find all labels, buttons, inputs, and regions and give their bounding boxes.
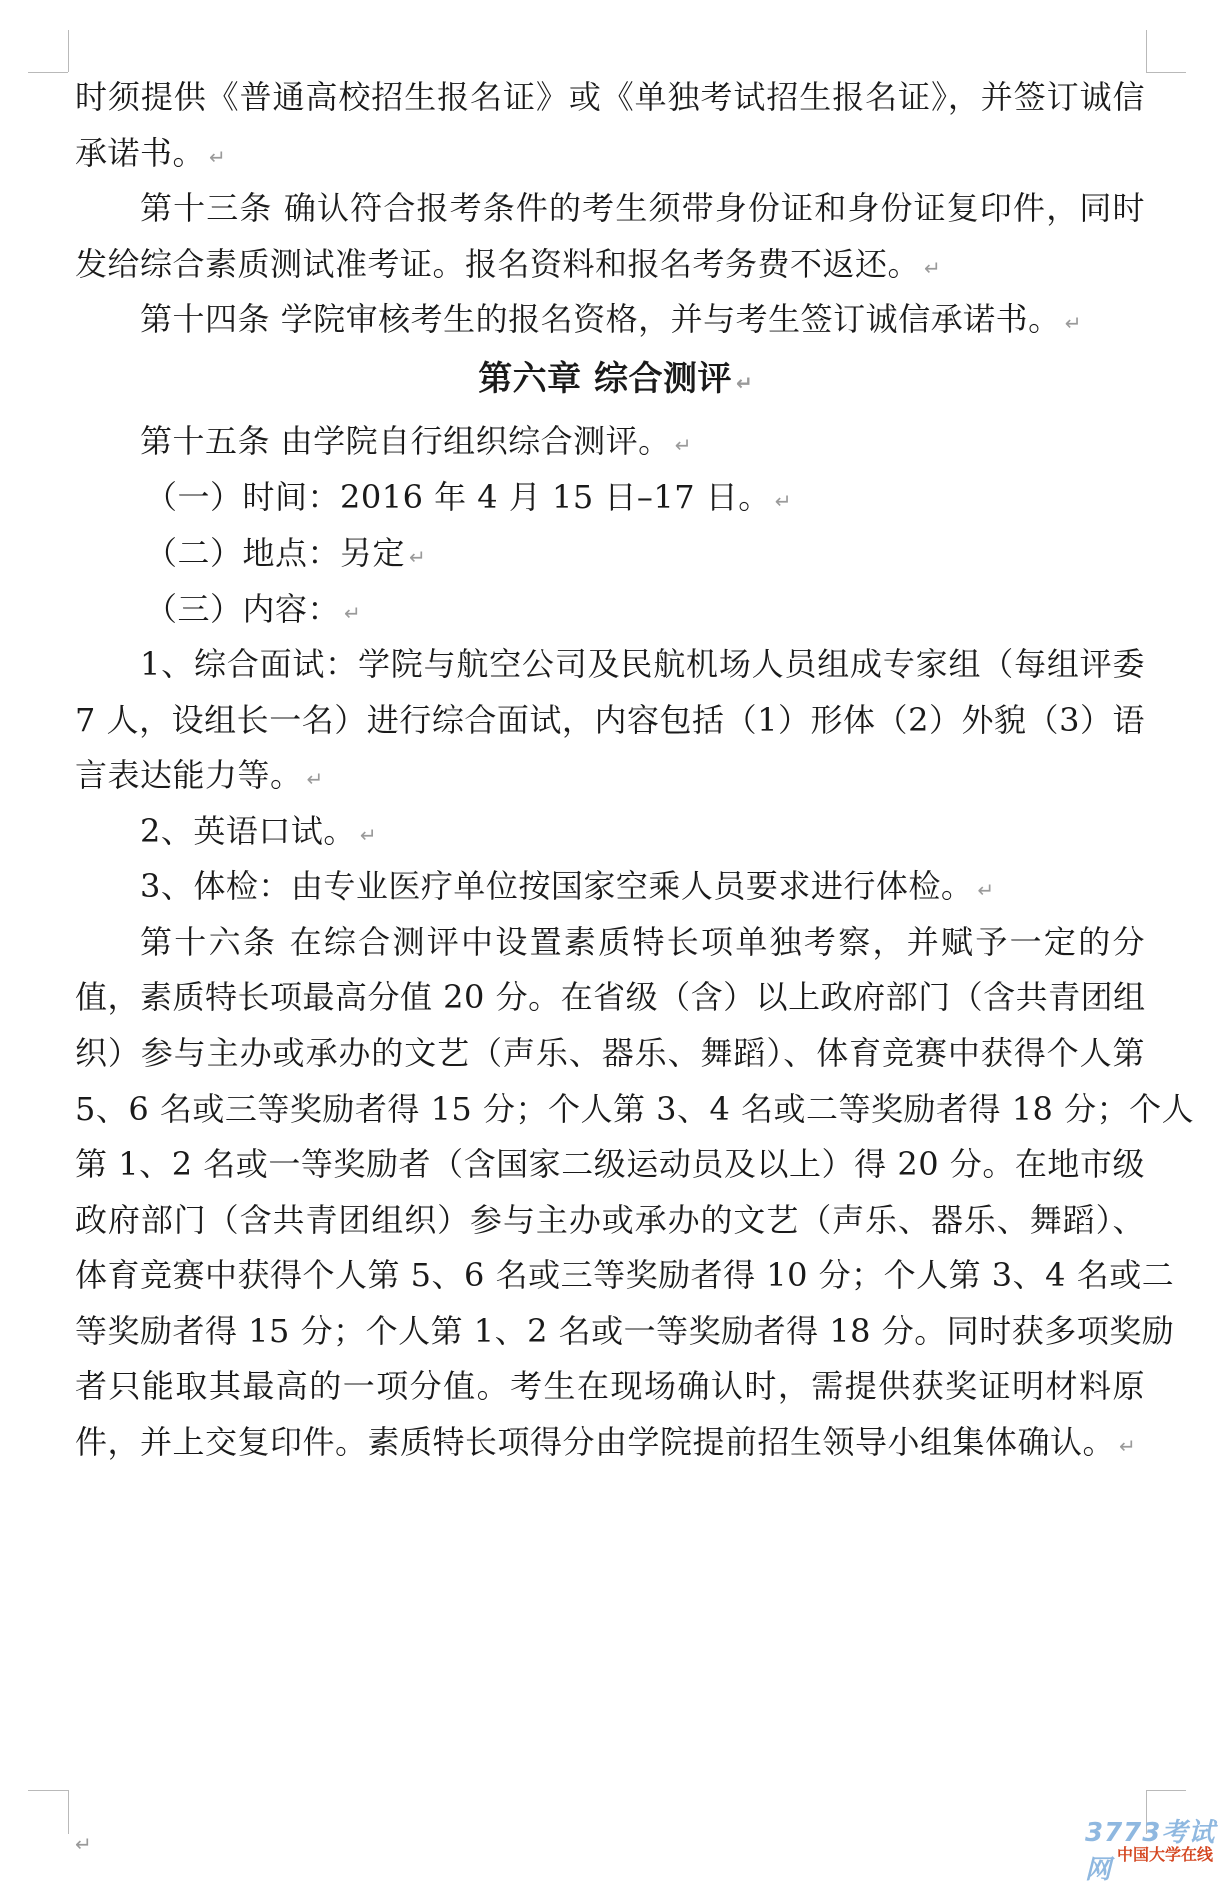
text-line: 5、6 名或三等奖励者得 15 分；个人第 3、4 名或二等奖励者得 18 分；个人 xyxy=(75,1090,1195,1128)
crop-mark-bottom-left-h xyxy=(28,1790,68,1791)
text-line: （二）地点：另定 ↵ xyxy=(145,534,426,572)
crop-mark-bottom-left xyxy=(68,1790,69,1834)
watermark-site-name: 3773考试网 xyxy=(1085,1818,1216,1885)
crop-mark-top-left xyxy=(68,30,69,72)
text-line: 件，并上交复印件。素质特长项得分由学院提前招生领导小组集体确认。 ↵ xyxy=(75,1423,1136,1461)
text-line: 2、英语口试。 ↵ xyxy=(140,812,377,850)
paragraph-mark: ↵ xyxy=(924,256,941,280)
paragraph-mark: ↵ xyxy=(1064,311,1082,335)
crop-mark-top-right-h xyxy=(1146,72,1186,73)
text-line: 织）参与主办或承办的文艺（声乐、器乐、舞蹈）、体育竞赛中获得个人第 xyxy=(75,1034,1145,1072)
paragraph-mark: ↵ xyxy=(1119,1434,1136,1458)
watermark xyxy=(1085,1812,1225,1885)
text-line: 承诺书。 ↵ xyxy=(75,134,226,172)
text-line: 发给综合素质测试准考证。报名资料和报名考务费不返还。 ↵ xyxy=(75,245,941,283)
text-line: 7 人，设组长一名）进行综合面试，内容包括（1）形体（2）外貌（3）语 xyxy=(75,701,1145,739)
text-line: 第十四条 学院审核考生的报名资格，并与考生签订诚信承诺书。 ↵ xyxy=(140,300,1082,338)
paragraph-mark: ↵ xyxy=(674,433,692,457)
paragraph-mark: ↵ xyxy=(736,371,753,395)
text-line: 3、体检：由专业医疗单位按国家空乘人员要求进行体检。 ↵ xyxy=(140,867,995,905)
text-line: 言表达能力等。 ↵ xyxy=(75,756,324,794)
text-line: 第十六条 在综合测评中设置素质特长项单独考察，并赋予一定的分 xyxy=(140,923,1145,961)
crop-mark-top-right xyxy=(1146,30,1147,72)
chapter-heading: 第六章 综合测评 ↵ xyxy=(478,359,753,399)
text-line: 值，素质特长项最高分值 20 分。在省级（含）以上政府部门（含共青团组 xyxy=(75,978,1146,1016)
paragraph-mark: ↵ xyxy=(209,145,226,169)
paragraph-mark: ↵ xyxy=(774,489,792,513)
text-line: （三）内容： ↵ xyxy=(145,590,361,628)
paragraph-mark: ↵ xyxy=(344,601,361,625)
paragraph-mark: ↵ xyxy=(306,767,324,791)
paragraph-mark: ↵ xyxy=(977,878,995,902)
paragraph-mark: ↵ xyxy=(409,545,426,569)
watermark-subtitle: 中国大学在线 xyxy=(1116,1845,1213,1864)
text-line: 等奖励者得 15 分；个人第 1、2 名或一等奖励者得 18 分。同时获多项奖励 xyxy=(75,1312,1175,1350)
text-line: 第十五条 由学院自行组织综合测评。 ↵ xyxy=(140,422,692,460)
text-line: 1、综合面试：学院与航空公司及民航机场人员组成专家组（每组评委 xyxy=(140,645,1145,683)
paragraph-mark: ↵ xyxy=(359,823,377,847)
paragraph-mark: ↵ xyxy=(75,1832,92,1856)
text-line: （一）时间：2016 年 4 月 15 日–17 日。 ↵ xyxy=(145,478,792,516)
text-line: 第十三条 确认符合报考条件的考生须带身份证和身份证复印件，同时 xyxy=(140,189,1145,227)
text-line: 体育竞赛中获得个人第 5、6 名或三等奖励者得 10 分；个人第 3、4 名或二 xyxy=(75,1256,1175,1294)
text-line: 第 1、2 名或一等奖励者（含国家二级运动员及以上）得 20 分。在地市级 xyxy=(75,1145,1145,1183)
text-line: 者只能取其最高的一项分值。考生在现场确认时，需提供获奖证明材料原 xyxy=(75,1367,1145,1405)
text-line: 时须提供《普通高校招生报名证》或《单独考试招生报名证》，并签订诚信 xyxy=(75,78,1145,116)
crop-mark-bottom-right-h xyxy=(1146,1790,1186,1791)
crop-mark-top-left-h xyxy=(28,72,68,73)
text-line: 政府部门（含共青团组织）参与主办或承办的文艺（声乐、器乐、舞蹈）、 xyxy=(75,1201,1145,1239)
